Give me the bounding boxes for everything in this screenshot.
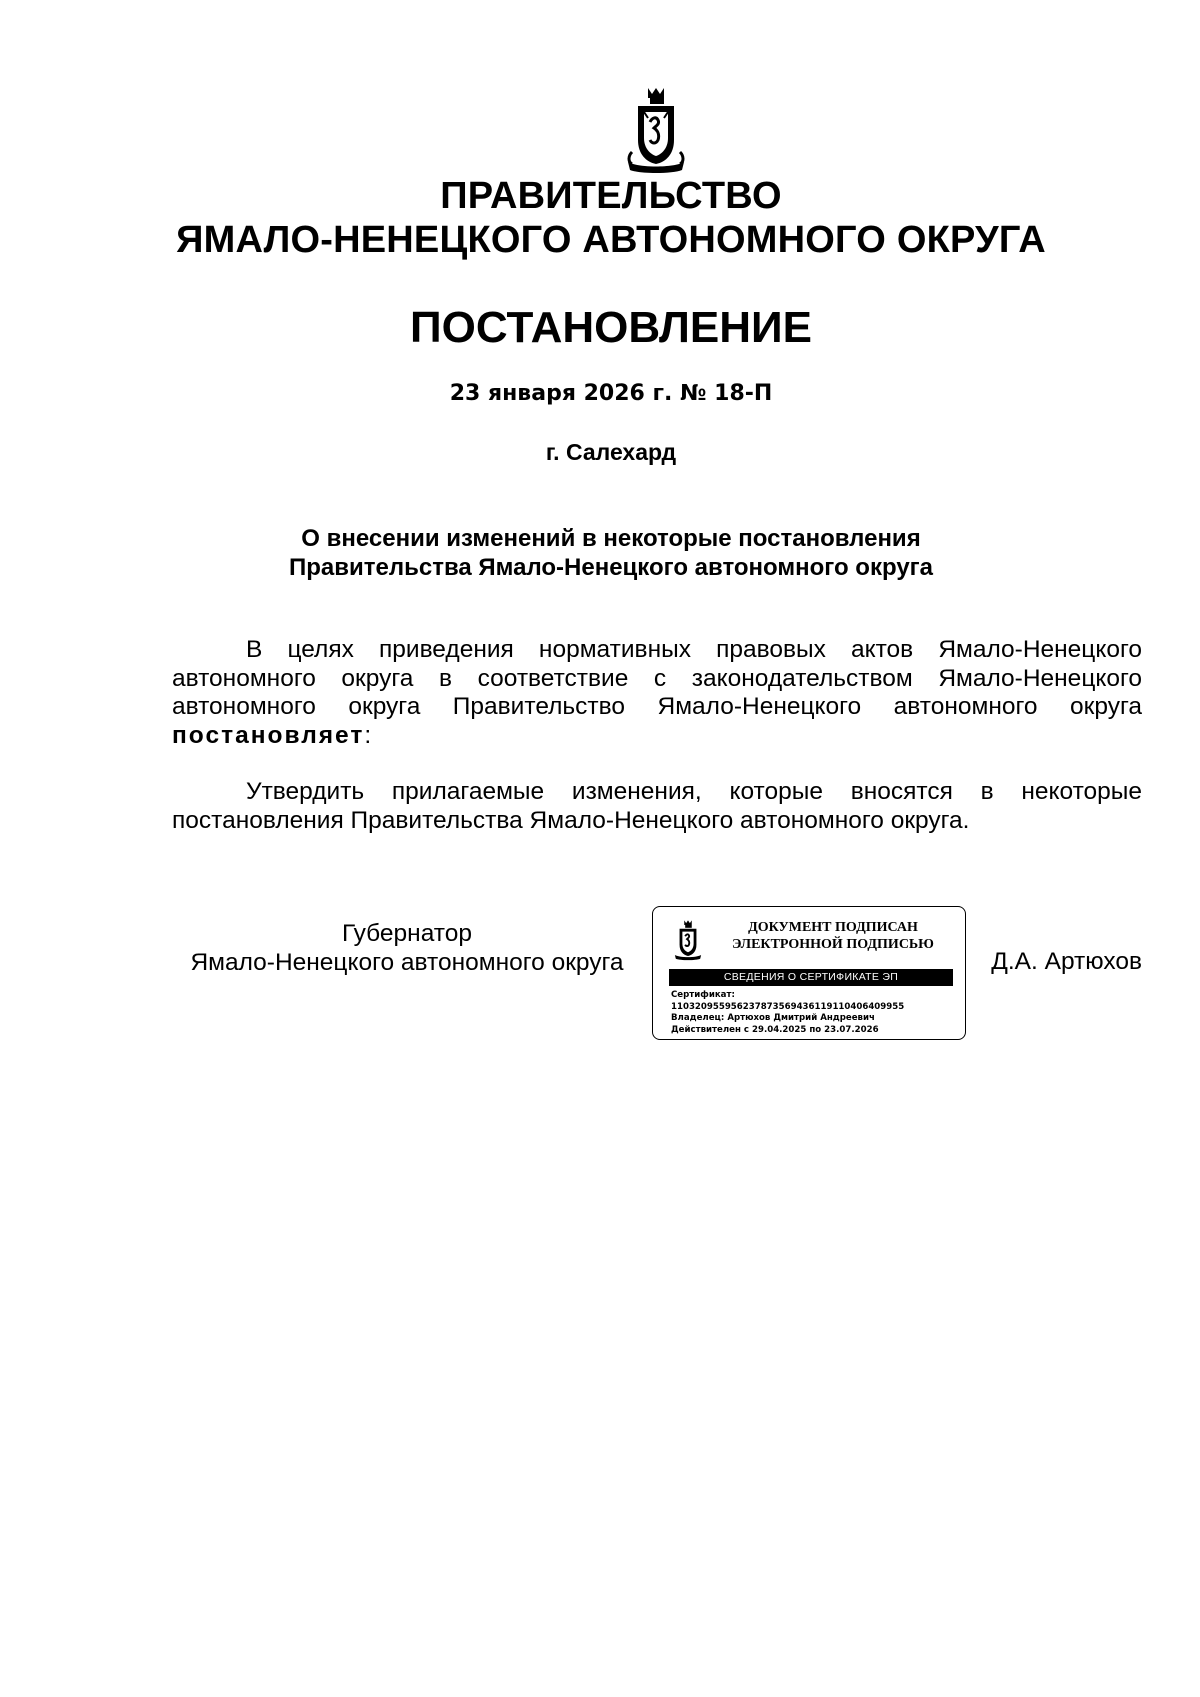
certificate-label: Сертификат:: [671, 990, 735, 1000]
body-paragraph-2: Утвердить прилагаемые изменения, которые вносятся в некоторые постановления Правительства Ямало-Ненецкого автономного округа.: [172, 778, 1142, 834]
org-line-1: ПРАВИТЕЛЬСТВО: [440, 175, 782, 217]
coat-of-arms-emblem: [624, 86, 688, 174]
electronic-signature-stamp: [652, 906, 966, 1040]
certificate-validity: Действителен с 29.04.2025 по 23.07.2026: [671, 1024, 879, 1035]
subject-line-2: Правительства Ямало-Ненецкого автономного округа: [288, 554, 934, 581]
certificate-info-bar: СВЕДЕНИЯ О СЕРТИФИКАТЕ ЭП: [669, 969, 953, 986]
org-line-2: ЯМАЛО-НЕНЕЦКОГО АВТОНОМНОГО ОКРУГА: [176, 219, 1046, 261]
paragraph-1-end: :: [364, 721, 372, 749]
certificate-details: [671, 990, 956, 1036]
date-and-number: 23 января 2026 г. № 18-П: [449, 381, 773, 406]
document-type: ПОСТАНОВЛЕНИЕ: [409, 303, 813, 352]
paragraph-1-text: В целях приведения нормативных правовых актов Ямало-Ненецкого автономного округа в соответствие с законодательством Ямало-Ненецкого автономного округа Правительство Ямало-Ненецкого автономного округа: [172, 636, 1142, 720]
certificate-number: 11032095595623787356943611911040640995​5: [671, 1001, 905, 1012]
document-subject: [0, 524, 1200, 582]
resolves-keyword: постановляет: [172, 721, 365, 749]
signatory-title: [172, 920, 642, 977]
stamp-heading: [713, 919, 953, 953]
stamp-heading-line-2: ЭЛЕКТРОННОЙ ПОДПИСЬЮ: [732, 937, 934, 952]
signatory-title-line-2: Ямало-Ненецкого автономного округа: [190, 948, 624, 976]
organization-title: [0, 174, 1200, 262]
place-of-issue: г. Салехард: [545, 439, 677, 465]
stamp-emblem-icon: [673, 919, 703, 961]
body-paragraph-1: [172, 636, 1142, 750]
stamp-heading-line-1: ДОКУМЕНТ ПОДПИСАН: [748, 920, 918, 935]
subject-line-1: О внесении изменений в некоторые постановления: [301, 525, 921, 552]
signatory-title-line-1: Губернатор: [342, 920, 472, 947]
signatory-name: Д.А. Артюхов: [991, 948, 1142, 975]
certificate-owner: Владелец: Артюхов Дмитрий Андреевич: [671, 1013, 875, 1023]
